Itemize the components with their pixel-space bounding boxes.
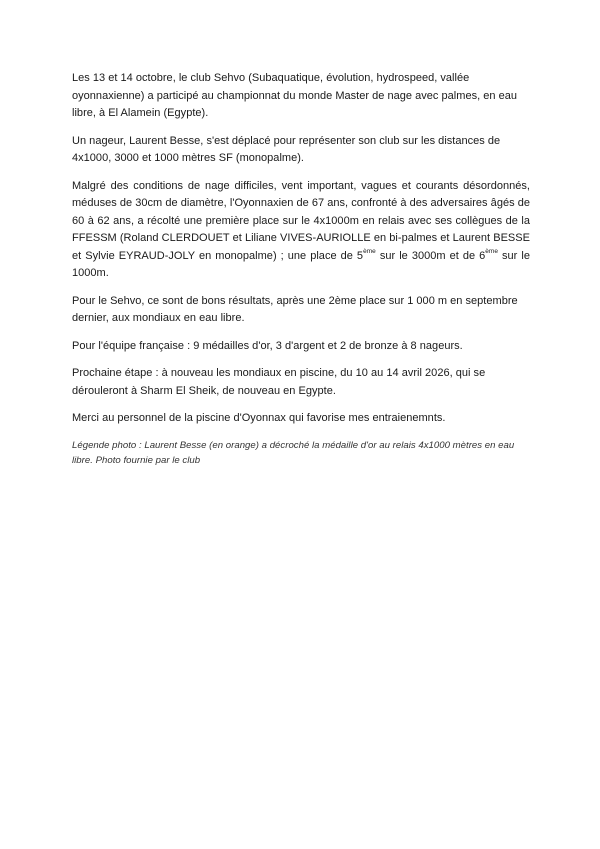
results-superscript-5th: ème xyxy=(363,247,376,255)
photo-caption: Légende photo : Laurent Besse (en orange) a décroché la médaille d'or au relais 4x1000 mètres en eau libre. Photo fournie par le club xyxy=(72,439,515,466)
paragraph-team-france: Pour l'équipe française : 9 médailles d'or, 3 d'argent et 2 de bronze à 8 nageurs. xyxy=(72,339,463,352)
article-body xyxy=(72,70,530,479)
results-superscript-6th: ème xyxy=(485,247,498,255)
paragraph-thanks: Merci au personnel de la piscine d'Oyonnax qui favorise mes entraienemnts. xyxy=(72,412,446,424)
paragraph-club-results: Pour le Sehvo, ce sont de bons résultats, après une 2ème place sur 1 000 m en septembre dernier, aux mondiaux en eau libre. xyxy=(72,294,518,324)
results-text-mid: sur le 3000m et de 6 xyxy=(375,249,486,262)
results-text-end: sur le 1000m. xyxy=(72,249,530,279)
paragraph-swimmer: Un nageur, Laurent Besse, s'est déplacé pour représenter son club sur les distances de 4x1000, 3000 et 1000 mètres SF (monopalme). xyxy=(72,134,501,164)
paragraph-intro: Les 13 et 14 octobre, le club Sehvo (Subaquatique, évolution, hydrospeed, vallée oyonnaxienne) a participé au championnat du monde Master de nage avec palmes, en eau libre, à El Alamein (Egypte). xyxy=(72,72,518,119)
results-text-main: Malgré des conditions de nage difficiles, vent important, vagues et courants désordonnés, méduses de 30cm de diamètre, l'Oyonnaxien de 67 ans, confronté à des adversaires âgés de 60 à 62 ans, a récolté une première place sur le 4x1000m en relais avec ses collègues de la FFESSM (Roland CLERDOUET et Liliane VIVES-AURIOLLE en bi-palmes et Laurent BESSE et Sylvie EYRAUD-JOLY en monopalme) ; une place de 5 xyxy=(72,179,530,262)
paragraph-results xyxy=(72,178,530,283)
paragraph-next-step: Prochaine étape : à nouveau les mondiaux en piscine, du 10 au 14 avril 2026, qui se dérouleront à Sharm El Sheik, de nouveau en Egypte. xyxy=(72,367,486,397)
